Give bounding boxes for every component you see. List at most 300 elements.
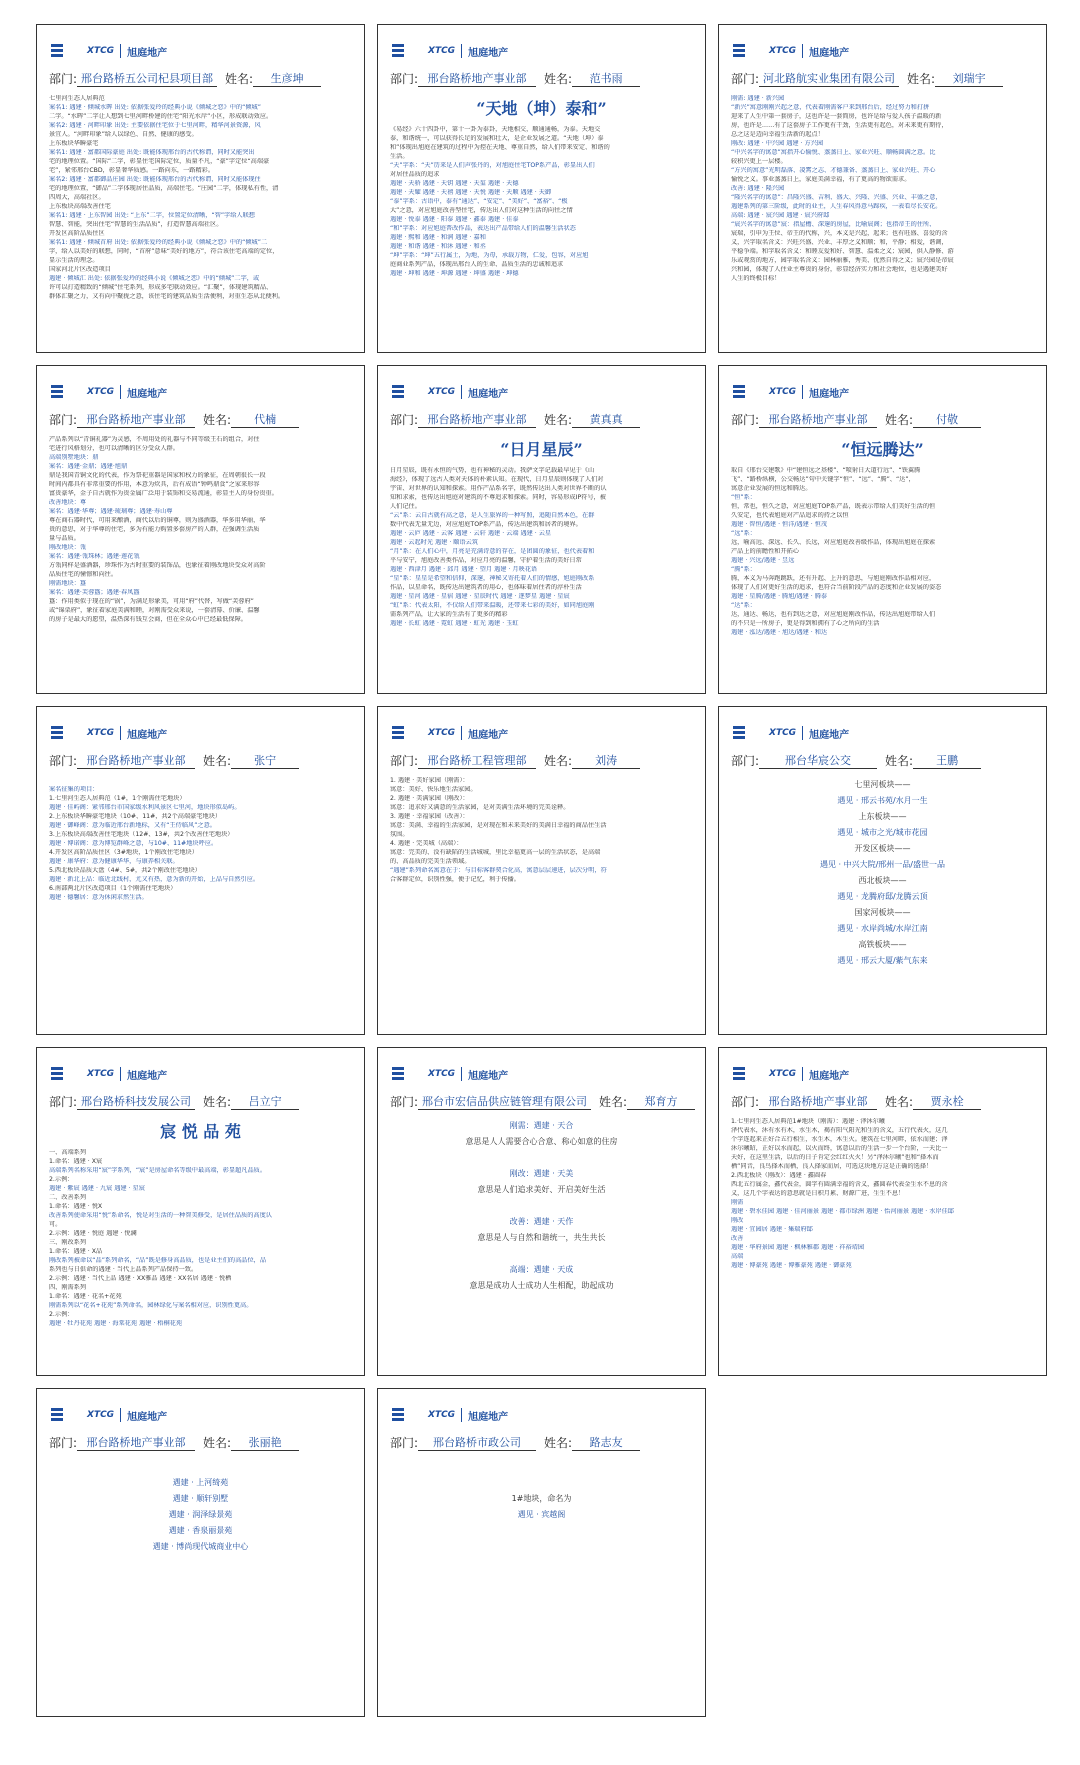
text-line xyxy=(49,777,352,786)
text-line: 刚需系列以“花名+花苑”系列命名，园林绿化与案名相对应，识别性更高。 xyxy=(49,1301,253,1309)
text-line: 寓意：追求好又满意的生活家园，是对美满生活环境的完美诠释。 xyxy=(390,803,570,811)
text-line: 高铁板块—— xyxy=(858,940,907,949)
name-label: 姓名: xyxy=(544,1436,573,1450)
company-logo xyxy=(51,1405,167,1425)
text-line: 生活。 xyxy=(390,153,409,161)
logo-name: 旭庭地产 xyxy=(127,729,168,741)
company-logo xyxy=(392,382,508,402)
card-body xyxy=(390,777,693,1026)
text-line: 遇见 · 邢云大厦/紫气东来 xyxy=(837,956,928,965)
text-line: “和”字系：对应旭庭普改作品，表达出产品带给人们的温馨生活状态 xyxy=(390,225,576,233)
text-line: 作品，以星命名，既传达出建筑者的用心，也体味着居住者的淳朴生活 xyxy=(390,583,582,591)
card-header xyxy=(390,1092,695,1110)
card-body xyxy=(390,95,693,344)
text-line: 案名1: 遇建 · 倾城水晖 出处: 依据张爱玲的经典小说《倾城之恋》中的“倾城” xyxy=(49,103,261,111)
text-line: 遇建 · 紫宸 遇建 · 九宸 遇建 · 星宸 xyxy=(49,1185,145,1193)
card-body xyxy=(390,436,693,685)
text-line: 高端: 遇建 · 宸兴园 遇建 · 宸兴府邸 xyxy=(731,211,830,219)
card-header xyxy=(731,1092,1036,1110)
text-line: 遇建 · 云庐 遇建 · 云客 遇建 · 云轩 遇建 · 云端 遇建 · 云星 xyxy=(390,530,552,538)
text-line: 高端系列名称采用“宸”字系列，“宸”是房屋命名等级中最高端，彰显超凡品质。 xyxy=(49,1167,267,1175)
dept-label: 部门: xyxy=(390,1095,419,1109)
text-line: 乐或观赏的地方，园字取名含义：园林丽雅，秀美、优然自得之义；宸兴园是帝宸 xyxy=(731,256,954,264)
text-line: 刚改系列被命以“品”系列命名，“品”既是修身高品质，也是业主们的高品位，品 xyxy=(49,1257,267,1264)
submission-card xyxy=(377,365,706,694)
department: 邢台华宸公交 xyxy=(759,752,877,769)
logo-stripes-icon xyxy=(392,1407,422,1423)
name-label: 姓名: xyxy=(544,754,573,768)
text-line: “遇建”系列命名寓意在于：与目标客群契合化高，寓意层层递进，层次分明，符 xyxy=(390,866,607,874)
text-line: 鼎是我国青铜文化的代表，作为祭祀重器是国家和权力的象征，在周朝很长一段 xyxy=(49,471,266,479)
text-line: 遇建 · 德馨居：意为休闲求然生活。 xyxy=(49,893,148,901)
text-line: 改善: 遇建 · 隆兴园 xyxy=(731,184,785,192)
text-line: 日月星辰，既有永恒的气势，也有神秘的灵动。我萨文字记载最早见于《山 xyxy=(390,467,595,475)
department: 邢台路桥地产事业部 xyxy=(418,411,536,428)
logo-stripes-icon xyxy=(733,43,763,59)
card-header xyxy=(49,1433,354,1451)
text-line: 天好，在这里生活，以后的日子肯定会红红火火！另“泽沐尔曦”也和“择木而 xyxy=(731,1153,939,1161)
dept-label: 部门: xyxy=(49,1436,78,1450)
logo-name: 旭庭地产 xyxy=(809,1070,850,1082)
text-line: 遇见 · 城市之光/城市花园 xyxy=(837,828,928,837)
logo-brand: XTCG xyxy=(769,387,797,397)
card-header xyxy=(731,751,1036,769)
logo-name: 旭庭地产 xyxy=(809,47,850,59)
card-header xyxy=(49,410,354,428)
logo-brand: XTCG xyxy=(87,728,115,738)
card-header xyxy=(390,1433,695,1451)
text-line: 义，兴字取名含义：兴旺兴盛、兴业、丰厚之义和顺；和，平静；相爱，谐调， xyxy=(731,238,948,246)
card-header xyxy=(390,751,695,769)
text-line: 恒，常也，恒久之意，对应旭庭TOP系产品，既表示带给人们美好生活的恒 xyxy=(731,503,936,511)
text-line: “达”系： xyxy=(731,601,756,609)
submission-card xyxy=(718,1047,1047,1376)
logo-name: 旭庭地产 xyxy=(468,388,509,400)
text-line: 开发区高阶品质住区 xyxy=(49,229,105,237)
text-line: 遇建 · 泓达/遇建 · 旭达/遇建 · 和达 xyxy=(731,628,828,636)
card-header xyxy=(49,1092,354,1110)
text-line: 簋：作用类似于现在的“锅”，为满足形象美，可用“府”代替，写做“芙蓉府” xyxy=(49,597,254,605)
department: 邢台路桥工程管理部 xyxy=(418,752,536,769)
logo-stripes-icon xyxy=(392,384,422,400)
logo-stripes-icon xyxy=(51,43,81,59)
text-line: 改善系列使命采用“悦”系命名，悦是对生活的一种智美修受，是居住品质的高度认 xyxy=(49,1212,272,1220)
submission-card xyxy=(377,1388,706,1717)
person-name: 王鹏 xyxy=(913,752,981,769)
card-body xyxy=(49,1118,352,1367)
text-line: “月”系：在人们心中，月亮是充满诗意的存在，是团圆的象征，也代表着和 xyxy=(390,548,595,556)
text-line: 泰，和谐统一，可以获得长足的发展和壮大，是企业发展之道。“天地（坤）泰 xyxy=(390,135,604,143)
text-line: 遇建 · 顺轩别墅 xyxy=(172,1494,229,1503)
logo-name: 旭庭地产 xyxy=(809,729,850,741)
card-body xyxy=(49,436,352,685)
card-body xyxy=(49,95,352,344)
person-name: 刘涛 xyxy=(572,752,640,769)
card-body xyxy=(390,1118,693,1367)
text-line: 取自《邢台交建歌》中“建恒远之基楼”、“喷射日大道行远”、“铁翼腾 xyxy=(731,467,921,475)
logo-name: 旭庭地产 xyxy=(468,1070,509,1082)
company-logo xyxy=(733,41,849,61)
text-line: 四周大，高端社区。 xyxy=(49,193,105,201)
proposal-title: “天地（坤）泰和” xyxy=(476,99,607,118)
logo-brand: XTCG xyxy=(87,1069,115,1079)
text-line: 高端 xyxy=(731,1252,744,1260)
logo-name: 旭庭地产 xyxy=(127,1070,168,1082)
text-line: 群体汇聚之力，又有向中聚拢之意，该住宅的建筑品质生活便利，对重生态从北便利。 xyxy=(49,292,285,300)
dept-label: 部门: xyxy=(49,1095,78,1109)
text-line: 遇见 · 龙腾府邸/龙腾云顶 xyxy=(837,892,928,901)
proposal-title: “日月星辰” xyxy=(500,440,583,459)
department: 邢台路桥地产事业部 xyxy=(77,1434,195,1451)
dept-label: 部门: xyxy=(731,413,760,427)
logo-brand: XTCG xyxy=(428,728,456,738)
text-line: 个字连起来正好合五行相生，水生木，木生火。建筑在七里河畔，依水而建；泽 xyxy=(731,1135,948,1143)
text-line: 3.上东板块高端改善住宅地块（12#、13#，共2个改善住宅地块） xyxy=(49,830,234,838)
text-line: 2. 遇建 · 美满家园（刚改）： xyxy=(390,794,469,802)
company-logo xyxy=(51,41,167,61)
text-line: “泰”字系：古语中，泰有“通达”、“安定”、“美好”、“富裕”、“极 xyxy=(390,198,568,206)
text-line: 大”之意，对应旭庭改善型住宅，传达出人们对这种生活的向往之情 xyxy=(390,207,573,215)
text-line: 改善：遇建 · 天作 xyxy=(509,1217,574,1226)
text-line: 3. 遇建 · 幸福家园（改善）： xyxy=(390,812,469,820)
text-line: 案名：遇建·瓴珠林；遇建·莲花瓴 xyxy=(49,552,140,560)
text-line: “虹”系：代表太阳，不仅给人们带来温暖，还带来七彩的美好，如同旭庭刚 xyxy=(390,601,595,609)
text-line: 的房子是最大的愿望，温热深有钱互会商，但在全众心中已经最低保障。 xyxy=(49,615,247,623)
text-line: 刚改 xyxy=(731,1216,744,1224)
text-line: 较积兴更上一层楼。 xyxy=(731,157,787,165)
dept-label: 部门: xyxy=(390,413,419,427)
text-line: 宅的地理位置。“国际”二字，彰显住宅国际定位，质量不凡，“豪”字定位“高端豪 xyxy=(49,157,270,165)
text-line: 意思是人与自然和谐统一，共生共长 xyxy=(477,1233,606,1242)
text-line: 遇建 · 倾城汇 出处: 依据张爱玲的经典小说《倾城之恋》中的“倾城”二字，或 xyxy=(49,274,260,282)
text-line: “宸兴名字的寓意”宸：指屋檐、深邃的房屋，比喻宸阁；也指帝王的住所、 xyxy=(731,220,936,228)
text-line: 人们记住。 xyxy=(390,503,421,511)
text-line xyxy=(49,1459,352,1475)
text-line: 遇建 · 星河 遇建 · 星宿 遇建 · 星辰时代 遇建 · 逐梦星 遇建 · 星宸 xyxy=(390,592,570,600)
text-line: “星”系：星星是希望和信仰，深邃，神秘又寄托着人们的情感，旭庭刚改系 xyxy=(390,575,595,582)
text-line: 遇建 · 香泉丽景苑 xyxy=(168,1526,233,1535)
card-body xyxy=(390,1459,693,1708)
text-line: 刚需 xyxy=(731,1198,744,1206)
text-line: 一、高端系列 xyxy=(49,1149,87,1157)
logo-name: 旭庭地产 xyxy=(127,388,168,400)
text-line: 方瓴同样是盛酒器，珍珠作为古时重要的装饰品，也象征着刚改地块受众对高阶 xyxy=(49,561,266,569)
text-line: 刚需地块：簋 xyxy=(49,579,87,587)
text-line: 刚改地块：瓴 xyxy=(49,543,87,551)
text-line: 刚改：遇建 · 天美 xyxy=(509,1169,574,1178)
logo-stripes-icon xyxy=(392,43,422,59)
text-line: 遇建 · 佳屿阁：紧邻邢台市国家级水利风景区七里河，地块形似岛屿。 xyxy=(49,803,241,811)
department: 邢台路桥地产事业部 xyxy=(759,1093,877,1110)
dept-label: 部门: xyxy=(731,754,760,768)
text-line: 案名2: 遇建 · 河畔印象 出处: 主要依据住宅位于七里河畔，精华河景资源，风 xyxy=(49,121,261,129)
card-header xyxy=(390,69,695,87)
text-line: 二、改善系列 xyxy=(49,1194,87,1202)
text-line: “方兴的寓意”光明磊落、凌霄之志、才德兼备、蒸蒸日上、家业兴旺、开心 xyxy=(731,166,936,174)
text-line: 上东板块高端改善住宅 xyxy=(49,202,111,210)
company-logo xyxy=(392,1064,508,1084)
text-line: 和”体现出旭庭在建筑的过程中为控在天地、尊重自然，给人们带来安定、和谐的 xyxy=(390,144,610,152)
department: 邢台路桥地产事业部 xyxy=(418,70,536,87)
text-line: 数中代表无量无边，对应旭庭TOP系产品，传达出建筑和居者的境界。 xyxy=(390,521,582,529)
text-line: 或“锦栗府”，象征着家庭美满和睦，对刚需受众来说，一套清幕、价廉、温馨 xyxy=(49,606,260,614)
text-line: 腾，本义为马奔跑跳跃，还有升起、上升的意思，与旭庭刚改作品相对应， xyxy=(731,575,936,582)
submission-card xyxy=(36,706,365,1035)
text-line: 刚需: 遇建 · 新兴园 xyxy=(731,95,785,102)
text-line: 的不只是一所房子，更是得到和拥有了心之所向的生活 xyxy=(731,619,880,627)
company-logo xyxy=(733,1064,849,1084)
text-line: 遇建 · 和谐 遇建 · 和沐 遇建 · 和丞 xyxy=(390,242,486,250)
department: 邢台市宏信品供应链管理有限公司 xyxy=(418,1093,591,1110)
text-line: 平与安宁，旭庭改善类作品，对应月亮的温馨，守护着生活的美好日常 xyxy=(390,557,582,565)
text-line: 房，也许是……有了这套房子工作更有干劲，生活更有起色，对未来更有期待， xyxy=(731,121,948,129)
text-line: 智慧、智能，突出住宅“智慧的生活品质”，打造智慧高端社区。 xyxy=(49,220,223,228)
logo-stripes-icon xyxy=(51,725,81,741)
department: 邢台路桥地产事业部 xyxy=(77,411,195,428)
text-line: 遇建系列的第三阶级，此时的业主，人生春风得意马蹄疾，一表看尽长安花。 xyxy=(731,202,942,210)
text-line: 系列也与日俱命的遇建 · 当代上品系列产品保持一致。 xyxy=(49,1265,198,1273)
text-line: 上东板块华瞬豪宅 xyxy=(49,139,99,147)
person-name: 付敬 xyxy=(913,411,981,428)
text-line: 2.示例：遇建 · 当代上品 遇建 · XX雅品 遇建 · XX名居 遇建 · 悦栖 xyxy=(49,1274,232,1282)
text-line: 1.命名：遇建 · 悦X xyxy=(49,1203,103,1211)
text-line: 开发区板块—— xyxy=(854,844,911,853)
dept-label: 部门: xyxy=(390,754,419,768)
text-line: 二字。“水晖”二字让人想到七里河畔桥建的住宅“阳光水岸”小区，形成联动效应。 xyxy=(49,112,273,120)
submission-card xyxy=(36,24,365,353)
person-name: 生彦坤 xyxy=(253,70,321,87)
dept-label: 部门: xyxy=(731,1095,760,1109)
text-line: 字，给人以美好的联想，同时，“首府”意味“美好的地方”，符合该住宅高端的定位， xyxy=(49,247,279,255)
text-line: “天”字系：“天”历来是人们声张丹的，对旭庭住宅TOP系产品，彰显出人们 xyxy=(390,162,595,170)
logo-stripes-icon xyxy=(733,725,763,741)
text-line: 遇建 · 云起时光 遇建 · 颐语云筑 xyxy=(390,539,479,547)
person-name: 吕立宁 xyxy=(231,1093,299,1110)
name-label: 姓名: xyxy=(203,1436,232,1450)
logo-stripes-icon xyxy=(733,384,763,400)
company-logo xyxy=(392,1405,508,1425)
logo-name: 旭庭地产 xyxy=(468,1411,509,1423)
text-line: 西北板块—— xyxy=(858,876,907,885)
text-line: 贵的意思，对于华尊的住宅，多为有能力购置多套房产的人群，在强调生活质 xyxy=(49,525,260,533)
company-logo xyxy=(733,723,849,743)
text-line: 寓意：美好、快乐地生活家园。 xyxy=(390,785,477,793)
text-line: 知和求索，也传达出旭庭对建筑的不尊追求和探索。同时，容易形成IP符号，被 xyxy=(390,494,606,502)
logo-name: 旭庭地产 xyxy=(127,1411,168,1423)
text-line: 刚改: 遇建 · 中兴园 遇建 · 方兴园 xyxy=(731,139,824,147)
text-line: 国家河板块—— xyxy=(854,908,911,917)
person-name: 贾永栓 xyxy=(913,1093,981,1110)
submission-card xyxy=(718,706,1047,1035)
submission-card xyxy=(718,365,1047,694)
text-line: 遇建 · 新北上品：临近北线村，尤又有热，意为新的开始，上品与自然引应。 xyxy=(49,875,260,883)
text-line: 案名征集的项目： xyxy=(49,785,99,793)
text-line: 国家河北片区改造项目 xyxy=(49,265,111,273)
text-line: 七里河板块—— xyxy=(854,780,911,789)
text-line: 尊在商石器时代，可用来酿酒，商代以后的铜尊，则为盛酒器，华多用华丽，华 xyxy=(49,516,266,524)
text-line: 案名：遇建·芙蓉簋；遇建·春凤簋 xyxy=(49,588,140,596)
text-line: 显示生活的理念。 xyxy=(49,256,99,264)
dept-label: 部门: xyxy=(390,1436,419,1450)
text-line: 品质住宅的憧憬和向往。 xyxy=(49,570,118,578)
text-line: 1.七里河生态人居典范（1#，1个刚需住宅地块） xyxy=(49,794,186,802)
text-line: 遇建 · 博尚现代城商业中心 xyxy=(152,1542,249,1551)
person-name: 路志友 xyxy=(572,1434,640,1451)
text-line: 海经》，体现了远古人类对天体的朴素认知。在现代，日月星辰则体现了人们对 xyxy=(390,476,604,484)
text-line: 遇建 · 碧水佳园 遇建 · 佳河丽景 遇建 · 都市绿洲 遇建 · 怡河丽景 遇建 · 水岸佳邸 xyxy=(731,1207,954,1215)
logo-brand: XTCG xyxy=(769,1069,797,1079)
text-line xyxy=(390,1150,693,1166)
text-line: 遇建 · 康华府：意为健康华华，与康养相关联。 xyxy=(49,857,179,865)
text-line: 意思是成功人士成功人生相配，助起成功 xyxy=(469,1281,614,1290)
person-name: 代楠 xyxy=(231,411,299,428)
text-line: 体现了人们对更好生活的追求，也符合当前阶段产品的态度和企业发展的姿态 xyxy=(731,583,942,591)
text-line: 2.上东板块华瞬豪宅地块（10#、11#，共2个高端豪宅地块） xyxy=(49,812,222,820)
person-name: 张丽艳 xyxy=(231,1434,299,1451)
text-line: 需系列产品，让大家的生活有了更多的精彩 xyxy=(390,610,508,618)
department: 邢台路桥地产事业部 xyxy=(759,411,877,428)
text-line: 西北五行属金，鑫代表金，圆字有圆满幸福的含义，鑫圆春代表金生水不息的含 xyxy=(731,1180,948,1188)
text-line: 遇建 · 润泽绿景苑 xyxy=(168,1510,233,1519)
text-line: 合客群定位，识别性强，便于记忆，利于传播。 xyxy=(390,875,520,883)
person-name: 刘瑞宇 xyxy=(935,70,1003,87)
logo-brand: XTCG xyxy=(769,728,797,738)
person-name: 郑育方 xyxy=(627,1093,695,1110)
text-line: 6.南部两北片区改造项目（1个刚需住宅地块） xyxy=(49,884,177,892)
text-line xyxy=(390,1459,693,1475)
text-line: 遇建 · 华府景园 遇建 · 枫林雅郡 遇建 · 祥裕靖园 xyxy=(731,1243,865,1251)
text-line: 案名1: 遇建 · 倾城首府 出处: 依据张爱玲的经典小说《倾城之恋》中的“倾城”二 xyxy=(49,238,268,246)
text-line: 案名1: 遇建 · 上东智园 出处: “上东”二字，位置定位清晰，“智”字给人联想 xyxy=(49,211,255,219)
text-line: 的、高品质的完美生活领域。 xyxy=(390,857,471,865)
person-name: 张宁 xyxy=(231,752,299,769)
text-line: “新兴”寓意刚刚兴起之意，代表着刚需客户来到邢台后，经过努力和打拼 xyxy=(731,103,930,111)
text-line: 宅”，紧邻邢台CBD，彰显奢华质感。一路向东，一路精彩。 xyxy=(49,166,215,174)
logo-brand: XTCG xyxy=(87,387,115,397)
text-line: 愉悦之义。事业蒸蒸日上，家庭美满幸福，有了更高的物欲需求。 xyxy=(731,175,911,183)
text-line: 高端：遇建 · 天成 xyxy=(509,1265,574,1274)
name-label: 姓名: xyxy=(885,413,914,427)
company-logo xyxy=(392,723,508,743)
text-line: 5.西北板块品质大盘（4#、5#，共2个刚改住宅地块） xyxy=(49,866,201,874)
text-line: 产品上的前瞻性和开拓心 xyxy=(731,548,800,556)
submission-card xyxy=(36,1047,365,1376)
text-line: 遇建 · 熙和 遇建 · 和润 遇建 · 嘉和 xyxy=(390,234,486,241)
text-line: 氛围。 xyxy=(390,830,409,838)
text-line: 遇建 · 星腾/遇建 · 腾旭/遇建 · 腾泰 xyxy=(731,592,828,600)
text-line: “恒”系： xyxy=(731,494,756,502)
text-line: 遇建 · 长虹 遇建 · 霓虹 遇建 · 虹光 遇建 · 玉虹 xyxy=(390,619,519,627)
text-line: 遇建 · 坤和 遇建 · 坤源 遇建 · 坤盛 遇建 · 坤德 xyxy=(390,269,519,277)
text-line: 远，喻高远、深远、长久、长远，对应旭庭改善级作品，体现出旭庭在探索 xyxy=(731,539,936,547)
text-line: 久安定，也代表旭庭对产品追求的持之以恒 xyxy=(731,512,849,520)
text-line: 1.命名：遇建 · X品 xyxy=(49,1248,103,1256)
text-line: 改善地块：尊 xyxy=(49,498,87,506)
person-name: 黄真真 xyxy=(572,411,640,428)
logo-brand: XTCG xyxy=(428,1069,456,1079)
text-line: 遇见 · 邢云书苑/水月一生 xyxy=(837,796,928,805)
text-line: “腾”系： xyxy=(731,566,756,574)
text-line: 宸瑞，引申为王位、帝王的代称，兴，本义是兴起，起来；也有旺盛、喜爱的含 xyxy=(731,229,948,237)
text-line: 人生的终极目标！ xyxy=(731,274,781,282)
text-line: 迎来了人生中第一套房子，这也许是一套简房，也许是给与爱人孩子温暖的新 xyxy=(731,112,942,120)
name-label: 姓名: xyxy=(885,1095,914,1109)
name-label: 姓名: xyxy=(544,413,573,427)
proposal-title: 宸 悦 品 苑 xyxy=(160,1122,241,1141)
text-line: 案名1: 遇建 · 富都国际豪庭 出处: 既能体现邢台的古代称谓，同时又能突出 xyxy=(49,148,255,156)
text-line: 平稳争端。和字取名含义：和睦友爱和好、智慧、温柔之义；宸园，供人静修、游 xyxy=(731,247,954,255)
text-line: 宅的地理位置，“御品”二字体现居住品质，高端住宅。“庄园”二字，体现私有性，清 xyxy=(49,184,279,192)
submission-card xyxy=(36,1388,365,1717)
text-line: 1. 遇建 · 美好家园（刚需）： xyxy=(390,777,469,784)
text-line: 沐尔曦昭，正好以水而起，以火而终，寓意以后的生活一步一个台阶，一天比一 xyxy=(731,1144,948,1152)
text-line: 遇见 · 宾越阁 xyxy=(517,1510,566,1519)
name-label: 姓名: xyxy=(598,1095,627,1109)
text-line: 遇建 · 上河绮苑 xyxy=(172,1478,229,1487)
text-line: 四、刚需系列 xyxy=(49,1283,87,1291)
text-line: “坤”字系：“坤”五行属土，为地，为母，承载万物，仁爱，包容，对应旭 xyxy=(390,251,589,259)
text-line: 案名：遇建·华尊；遇建·琉璃尊；遇建·寿山尊 xyxy=(49,507,173,515)
logo-stripes-icon xyxy=(392,1066,422,1082)
dept-label: 部门: xyxy=(49,754,78,768)
submission-card xyxy=(377,24,706,353)
logo-stripes-icon xyxy=(51,384,81,400)
text-line: 总之这是迈向幸福生活新的起点！ xyxy=(731,130,824,138)
card-body xyxy=(731,436,1034,685)
card-body xyxy=(731,95,1034,344)
text-line: 可。 xyxy=(49,1221,62,1229)
dept-label: 部门: xyxy=(731,72,760,86)
text-line: 《易经》六十四卦中，第十一卦为泰卦，天地相交，顺通通畅，为泰。天地交 xyxy=(390,126,601,134)
logo-stripes-icon xyxy=(51,1066,81,1082)
text-line: 遇建 · 天耀 遇建 · 天禧 遇建 · 天悦 遇建 · 天顺 遇建 · 天御 xyxy=(390,189,552,197)
card-header xyxy=(390,410,695,428)
text-line: 泽代表水，沐有水有木，水生木，褐有阳气阳光和生的含义，五行代表火，这几 xyxy=(731,1126,948,1134)
text-line: 时间内都具有非常重要的作用，本意为炊具，后有成语“钟鸣鼎食”之家来形容 xyxy=(49,480,260,488)
logo-stripes-icon xyxy=(392,725,422,741)
text-line: 义，这几个字表达的意思就是日积月累、财源广进，生生不息！ xyxy=(731,1189,905,1197)
text-line: 遇建 · 智恒/遇建 · 恒洋/遇建 · 恒茂 xyxy=(731,521,828,529)
name-label: 姓名: xyxy=(225,72,254,86)
text-line: 意思是人们追求美好、开启美好生活 xyxy=(477,1185,606,1194)
card-header xyxy=(731,69,1036,87)
text-line: 上东板块—— xyxy=(858,812,907,821)
card-body xyxy=(731,777,1034,1026)
text-line: 遇建 · 悦泰 遇建 · 阳泰 遇建 · 鑫泰 遇建 · 佳泰 xyxy=(390,216,519,224)
dept-label: 部门: xyxy=(49,72,78,86)
logo-name: 旭庭地产 xyxy=(127,47,168,59)
text-line: 飞”、“路桥纵横，公交畅达”句中关键字“恒”、“远”、“腾”、“达”， xyxy=(731,476,915,484)
logo-name: 旭庭地产 xyxy=(468,729,509,741)
text-line: 产品系列以“青铜礼器”为灵感，不周用处的礼器与不同等级王石的组合，对住 xyxy=(49,436,260,443)
text-line: “远”系： xyxy=(731,530,756,538)
name-label: 姓名: xyxy=(203,413,232,427)
card-body xyxy=(731,1118,1034,1367)
text-line xyxy=(390,1198,693,1214)
logo-brand: XTCG xyxy=(428,1410,456,1420)
person-name: 范书雨 xyxy=(572,70,640,87)
text-line: 宅进行风格划分，也可以清晰的区分受众人群。 xyxy=(49,444,179,452)
proposal-title: “恒远腾达” xyxy=(841,440,924,459)
logo-name: 旭庭地产 xyxy=(468,47,509,59)
company-logo xyxy=(51,1064,167,1084)
logo-brand: XTCG xyxy=(87,46,115,56)
text-line: 遇建 · 御峰阁：意为临近邢台新地标，又有“王侍临风”之意。 xyxy=(49,821,216,829)
text-line xyxy=(390,1475,693,1491)
name-label: 姓名: xyxy=(544,72,573,86)
text-line: 寓意企业发展的恒远和腾达。 xyxy=(731,485,812,493)
name-label: 姓名: xyxy=(907,72,936,86)
